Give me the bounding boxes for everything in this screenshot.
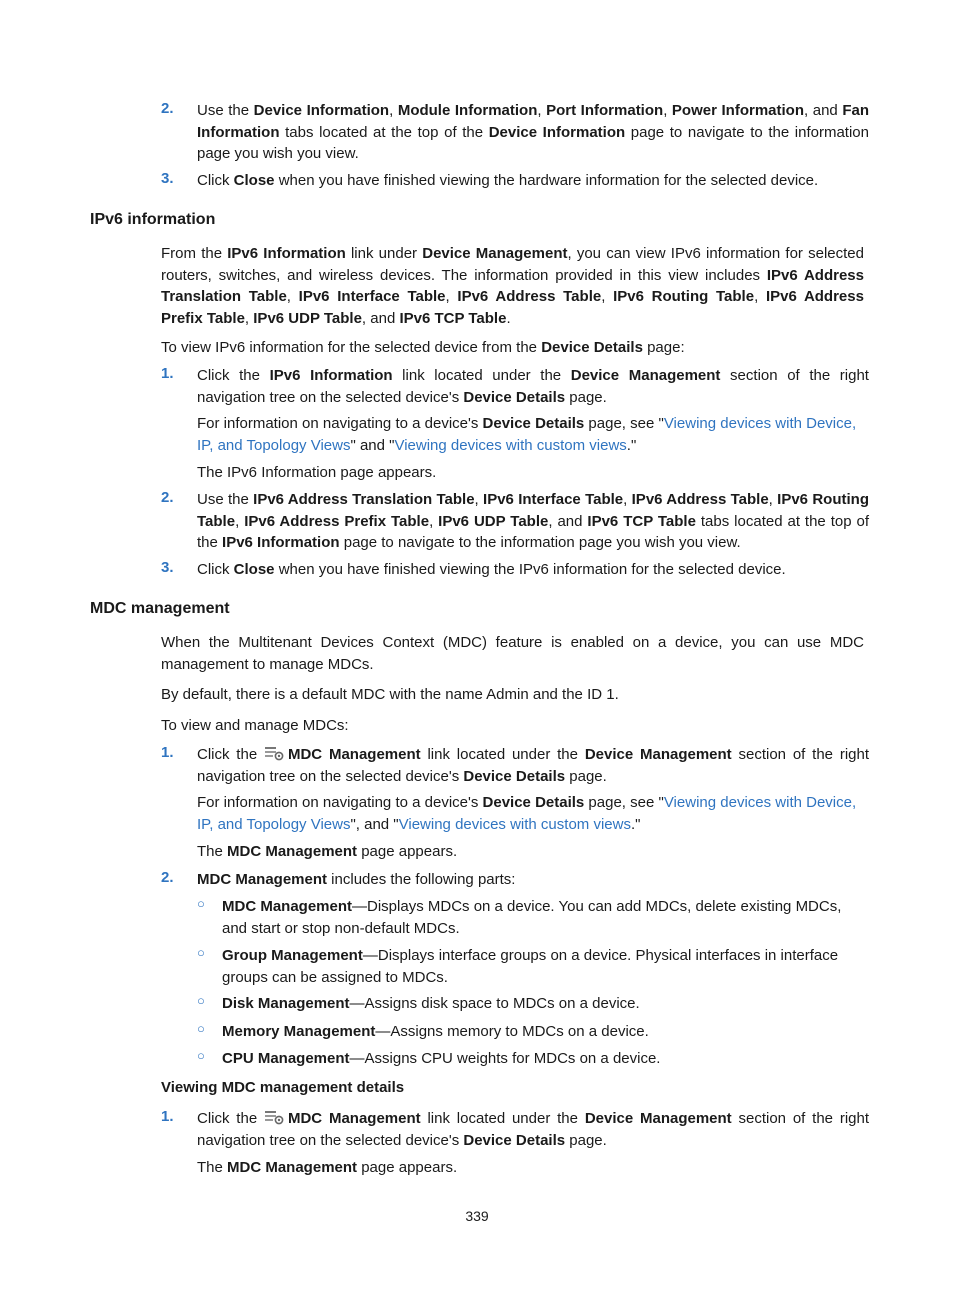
step-text: Click the MDC Management link located under the Device Management section of the right navigation tree on the selected device's Device Details page. xyxy=(197,746,870,785)
section-heading-mdc: MDC management xyxy=(90,600,230,617)
step-2-device-info-tabs xyxy=(161,100,869,165)
bullet-circle-icon: ○ xyxy=(197,896,205,911)
list-item: ○ Memory Management—Assigns memory to MDCs on a device. xyxy=(197,1021,649,1040)
ipv6-step-1-appears: The IPv6 Information page appears. xyxy=(197,464,437,481)
step-text: Click the IPv6 Information link located under the Device Management section of the right navigation tree on the selected device's Device Details page. xyxy=(197,367,869,406)
step-number: 1. xyxy=(161,744,174,761)
step-text: Use the IPv6 Address Translation Table, IPv6 Interface Table, IPv6 Address Table, IPv6 Routing Table, IPv6 Address Prefix Table, IPv6 UDP Table, and IPv6 TCP Table tabs located at the top of the IPv6 Information page to navigate to the information page you wish you view. xyxy=(197,491,869,551)
section-heading-ipv6: IPv6 information xyxy=(90,211,216,228)
mdc-to-view-paragraph: To view and manage MDCs: xyxy=(161,717,349,734)
step-number: 3. xyxy=(161,559,174,576)
step-text: Click the MDC Management link located under the Device Management section of the right navigation tree on the selected device's Device Details page. xyxy=(197,1110,870,1149)
step-3-close-hardware xyxy=(161,170,869,192)
list-item: ○ MDC Management—Displays MDCs on a device. You can add MDCs, delete existing MDCs, and start or stop non-default MDCs. xyxy=(197,896,842,937)
bullet-circle-icon: ○ xyxy=(197,945,205,960)
ipv6-step-1 xyxy=(161,365,869,408)
list-item: ○ Disk Management—Assigns disk space to MDCs on a device. xyxy=(197,993,640,1012)
bullet-circle-icon: ○ xyxy=(197,993,205,1008)
link-viewing-devices-topology[interactable]: Viewing devices with Device, IP, and Topology Views xyxy=(197,415,857,454)
link-viewing-devices-topology[interactable]: Viewing devices with Device, IP, and Topology Views xyxy=(197,794,857,833)
step-number: 2. xyxy=(161,489,174,506)
step-text: Click Close when you have finished viewing the hardware information for the selected device. xyxy=(197,172,819,189)
mdc-step-1 xyxy=(161,744,869,787)
list-item: ○ CPU Management—Assigns CPU weights for MDCs on a device. xyxy=(197,1048,661,1067)
step-number: 3. xyxy=(161,170,174,187)
step-number: 1. xyxy=(161,365,174,382)
bullet-circle-icon: ○ xyxy=(197,1021,205,1036)
mdc-step-1-info: For information on navigating to a device's Device Details page, see "Viewing devices with Device, IP, and Topology Views", and "Viewing devices with custom views." xyxy=(197,794,857,833)
link-viewing-devices-custom-views[interactable]: Viewing devices with custom views xyxy=(398,815,631,833)
subsection-heading-mdc-details: Viewing MDC management details xyxy=(161,1079,405,1096)
mdc-details-step-1 xyxy=(161,1108,869,1151)
mdc-management-icon xyxy=(264,1110,284,1125)
ipv6-step-3 xyxy=(161,559,869,581)
link-viewing-devices-custom-views[interactable]: Viewing devices with custom views xyxy=(394,436,627,454)
mdc-intro-paragraph: When the Multitenant Devices Context (MDC) feature is enabled on a device, you can use MDC management to manage MDCs. xyxy=(161,634,864,673)
mdc-default-paragraph: By default, there is a default MDC with the name Admin and the ID 1. xyxy=(161,686,619,703)
ipv6-step-1-info: For information on navigating to a device's Device Details page, see "Viewing devices with Device, IP, and Topology Views" and "Viewing devices with custom views." xyxy=(197,415,857,454)
step-number: 2. xyxy=(161,869,174,886)
ipv6-to-view-paragraph: To view IPv6 information for the selected device from the Device Details page: xyxy=(161,339,685,356)
bullet-circle-icon: ○ xyxy=(197,1048,205,1063)
page-number: 339 xyxy=(465,1208,489,1224)
list-item: ○ Group Management—Displays interface groups on a device. Physical interfaces in interface groups can be assigned to MDCs. xyxy=(197,945,839,986)
mdc-step-1-appears: The MDC Management page appears. xyxy=(197,843,458,860)
ipv6-intro-paragraph: From the IPv6 Information link under Device Management, you can view IPv6 information for selected routers, switches, and wireless devices. The information provided in this view includes IPv6 Address Translation Table, IPv6 Interface Table, IPv6 Address Table, IPv6 Routing Table, IPv6 Address Prefix Table, IPv6 UDP Table, and IPv6 TCP Table. xyxy=(161,245,864,327)
step-number: 2. xyxy=(161,100,174,117)
mdc-step-2 xyxy=(161,869,869,891)
step-text: Use the Device Information, Module Information, Port Information, Power Information, and Fan Information tabs located at the top of the Device Information page to navigate to the information page you wish you view. xyxy=(197,102,869,162)
ipv6-step-2 xyxy=(161,489,869,554)
step-number: 1. xyxy=(161,1108,174,1125)
mdc-management-icon xyxy=(264,746,284,761)
mdc-details-step-1-appears: The MDC Management page appears. xyxy=(197,1159,458,1176)
step-text: MDC Management includes the following parts: xyxy=(197,871,516,888)
step-text: Click Close when you have finished viewing the IPv6 information for the selected device. xyxy=(197,561,786,578)
